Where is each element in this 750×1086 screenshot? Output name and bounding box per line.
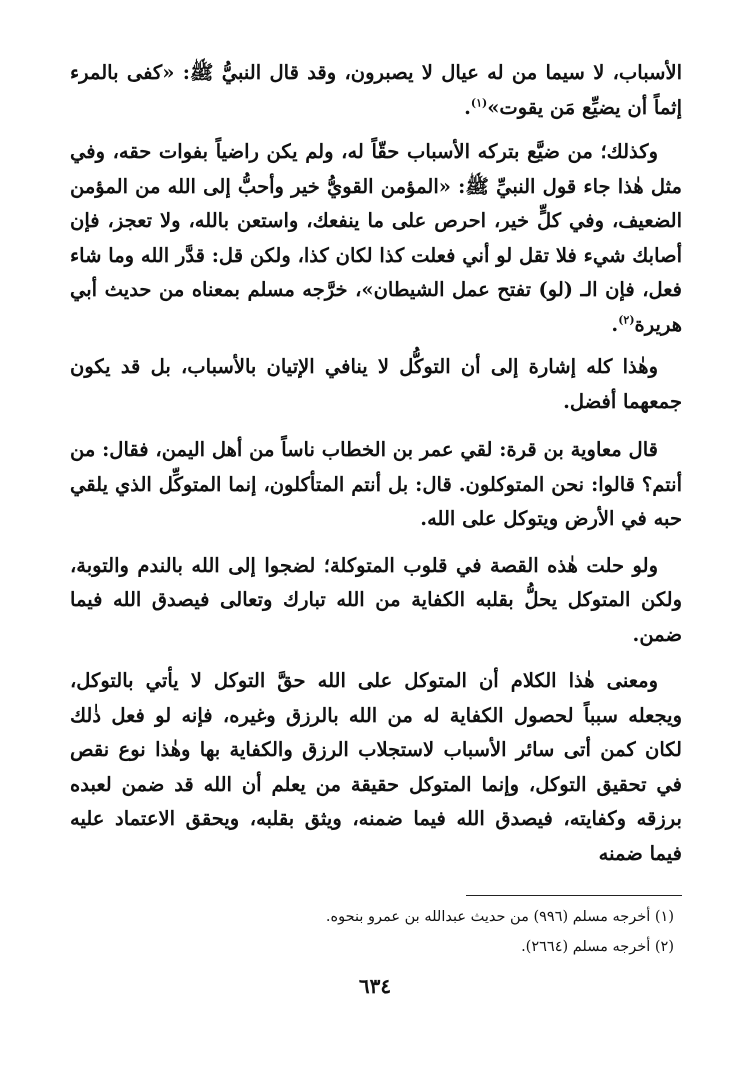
paragraph-text: ومعنى هٰذا الكلام أن المتوكل على الله حقَّ التوكل لا يأتي بالتوكل، ويجعله سبباً لحصول الكفاية له من الله بالرزق وغيره، فإنه لو فعل ذٰلك لكان كمن أتى سائر الأسباب لاستجلاب الرزق والكفاية بها وهٰذا نوع نقص في تحقيق التوكل، وإنما المتوكل حقيقة من يعلم أن الله قد ضمن لعبده برزقه وكفايته، فيصدق الله فيما ضمنه، ويثق بقلبه، ويحقق الاعتماد عليه فيما ضمنه: [70, 669, 682, 865]
main-text: [70, 56, 682, 871]
paragraph-6: [70, 664, 682, 871]
paragraph-text: قال معاوية بن قرة: لقي عمر بن الخطاب ناساً من أهل اليمن، فقال: من أنتم؟ قالوا: نحن المتوكلون. قال: بل أنتم المتأكلون، إنما المتوكِّل الذي يلقي حبه في الأرض ويتوكل على الله.: [70, 438, 682, 530]
footnote-1: (١) أخرجه مسلم (٩٩٦) من حديث عبدالله بن عمرو بنحوه.: [325, 909, 674, 925]
paragraph-text: وكذلك؛ من ضيَّع بتركه الأسباب حقّاً له، ولم يكن راضياً بفوات حقه، وفي مثل هٰذا جاء قول النبيِّ ﷺ: «المؤمن القويُّ خير وأحبُّ إلى الله من المؤمن الضعيف، وفي كلٍّ خير، احرص على ما ينفعك، واستعن بالله، ولا تعجز، فإن أصابك شيء فلا تقل لو أني فعلت كذا لكان كذا، ولكن قل: قدَّر الله وما شاء فعل، فإن الـ (لو) تفتح عمل الشيطان»، خرَّجه مسلم بمعناه من حديث أبي هريرة: [70, 140, 682, 336]
footnotes: [154, 902, 674, 962]
paragraph-5: [70, 549, 682, 653]
footnote-divider: [466, 895, 682, 896]
paragraph-3: [70, 350, 682, 419]
footnote-ref-2[interactable]: (٢): [618, 313, 635, 326]
paragraph-end: .: [464, 95, 471, 119]
footnote-2: (٢) أخرجه مسلم (٢٦٦٤).: [521, 939, 674, 955]
paragraph-1: [70, 56, 682, 125]
page-number: ٦٣٤: [358, 974, 392, 998]
footnote-ref-1[interactable]: (١): [470, 96, 488, 109]
paragraph-text: ولو حلت هٰذه القصة في قلوب المتوكلة؛ لضجوا إلى الله بالندم والتوبة، ولكن المتوكل يحلُّ بقلبه الكفاية من الله تبارك وتعالى فيصدق الله فيما ضمن.: [70, 553, 682, 646]
paragraph-text: وهٰذا كله إشارة إلى أن التوكُّل لا ينافي الإتيان بالأسباب، بل قد يكون جمعهما أفضل.: [70, 355, 682, 413]
paragraph-4: [70, 433, 682, 537]
paragraph-2: [70, 135, 682, 342]
paragraph-end: .: [611, 312, 619, 336]
paragraph-text: الأسباب، لا سيما من له عيال لا يصبرون، وقد قال النبيُّ ﷺ: «كفى بالمرء إثماً أن يضيِّع مَن يقوت»: [70, 61, 682, 119]
